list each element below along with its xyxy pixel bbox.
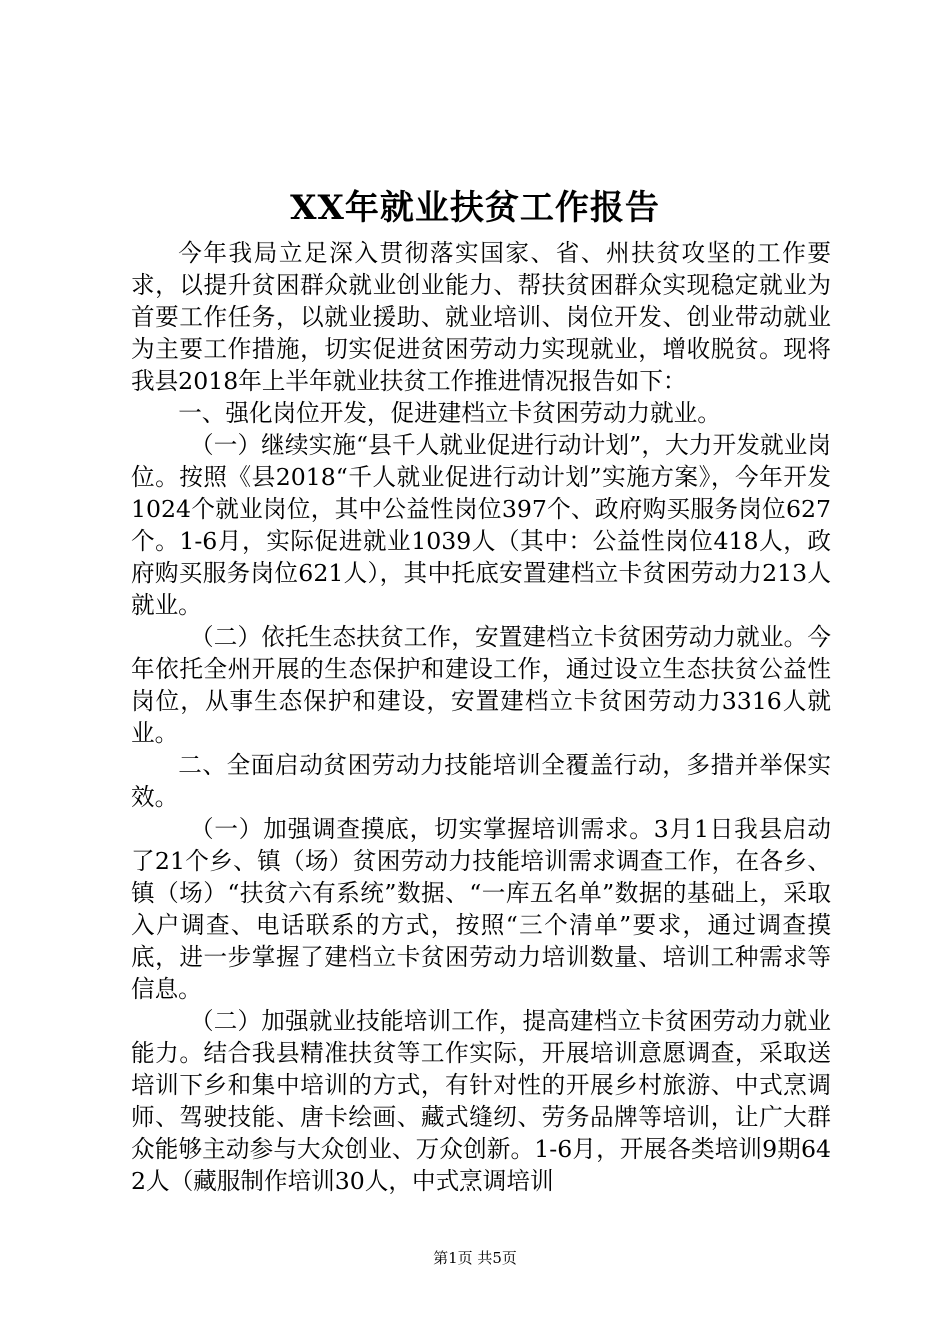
subsection-2-2-paragraph: （二）加强就业技能培训工作，提高建档立卡贫困劳动力就业能力。结合我县精准扶贫等工作实际，开展培训意愿调查，采取送培训下乡和集中培训的方式，有针对性的开展乡村旅游、中式烹调师、驾驶技能、唐卡绘画、藏式缝纫、劳务品牌等培训，让广大群众能够主动参与大众创业、万众创新。1-6月，开展各类培训9期642人（藏服制作培训30人，中式烹调培训 xyxy=(131,1007,831,1195)
section-heading-2: 二、全面启动贫困劳动力技能培训全覆盖行动，多措并举保实效。 xyxy=(131,751,831,811)
section-heading-1: 一、强化岗位开发，促进建档立卡贫困劳动力就业。 xyxy=(178,399,721,427)
subsection-1-2-paragraph: （二）依托生态扶贫工作，安置建档立卡贫困劳动力就业。今年依托全州开展的生态保护和建设工作，通过设立生态扶贫公益性岗位，从事生态保护和建设，安置建档立卡贫困劳动力3316人就业。 xyxy=(131,623,831,747)
document-title: XX年就业扶贫工作报告 xyxy=(290,188,660,228)
subsection-2-1-paragraph: （一）加强调查摸底，切实掌握培训需求。3月1日我县启动了21个乡、镇（场）贫困劳动力技能培训需求调查工作，在各乡、镇（场）“扶贫六有系统”数据、“一库五名单”数据的基础上，采取入户调查、电话联系的方式，按照“三个清单”要求，通过调查摸底，进一步掌握了建档立卡贫困劳动力培训数量、培训工种需求等信息。 xyxy=(131,815,831,1003)
subsection-1-1-paragraph: （一）继续实施“县千人就业促进行动计划”，大力开发就业岗位。按照《县2018“千人就业促进行动计划”实施方案》，今年开发1024个就业岗位，其中公益性岗位397个、政府购买服务岗位627个。1-6月，实际促进就业1039人（其中：公益性岗位418人，政府购买服务岗位621人），其中托底安置建档立卡贫困劳动力213人就业。 xyxy=(131,431,831,619)
intro-paragraph: 今年我局立足深入贯彻落实国家、省、州扶贫攻坚的工作要求，以提升贫困群众就业创业能力、帮扶贫困群众实现稳定就业为首要工作任务，以就业援助、就业培训、岗位开发、创业带动就业为主要工作措施，切实促进贫困劳动力实现就业，增收脱贫。现将我县2018年上半年就业扶贫工作推进情况报告如下： xyxy=(131,239,831,395)
document-body xyxy=(131,237,831,1197)
page-number-footer: 第1页 共5页 xyxy=(433,1249,517,1267)
